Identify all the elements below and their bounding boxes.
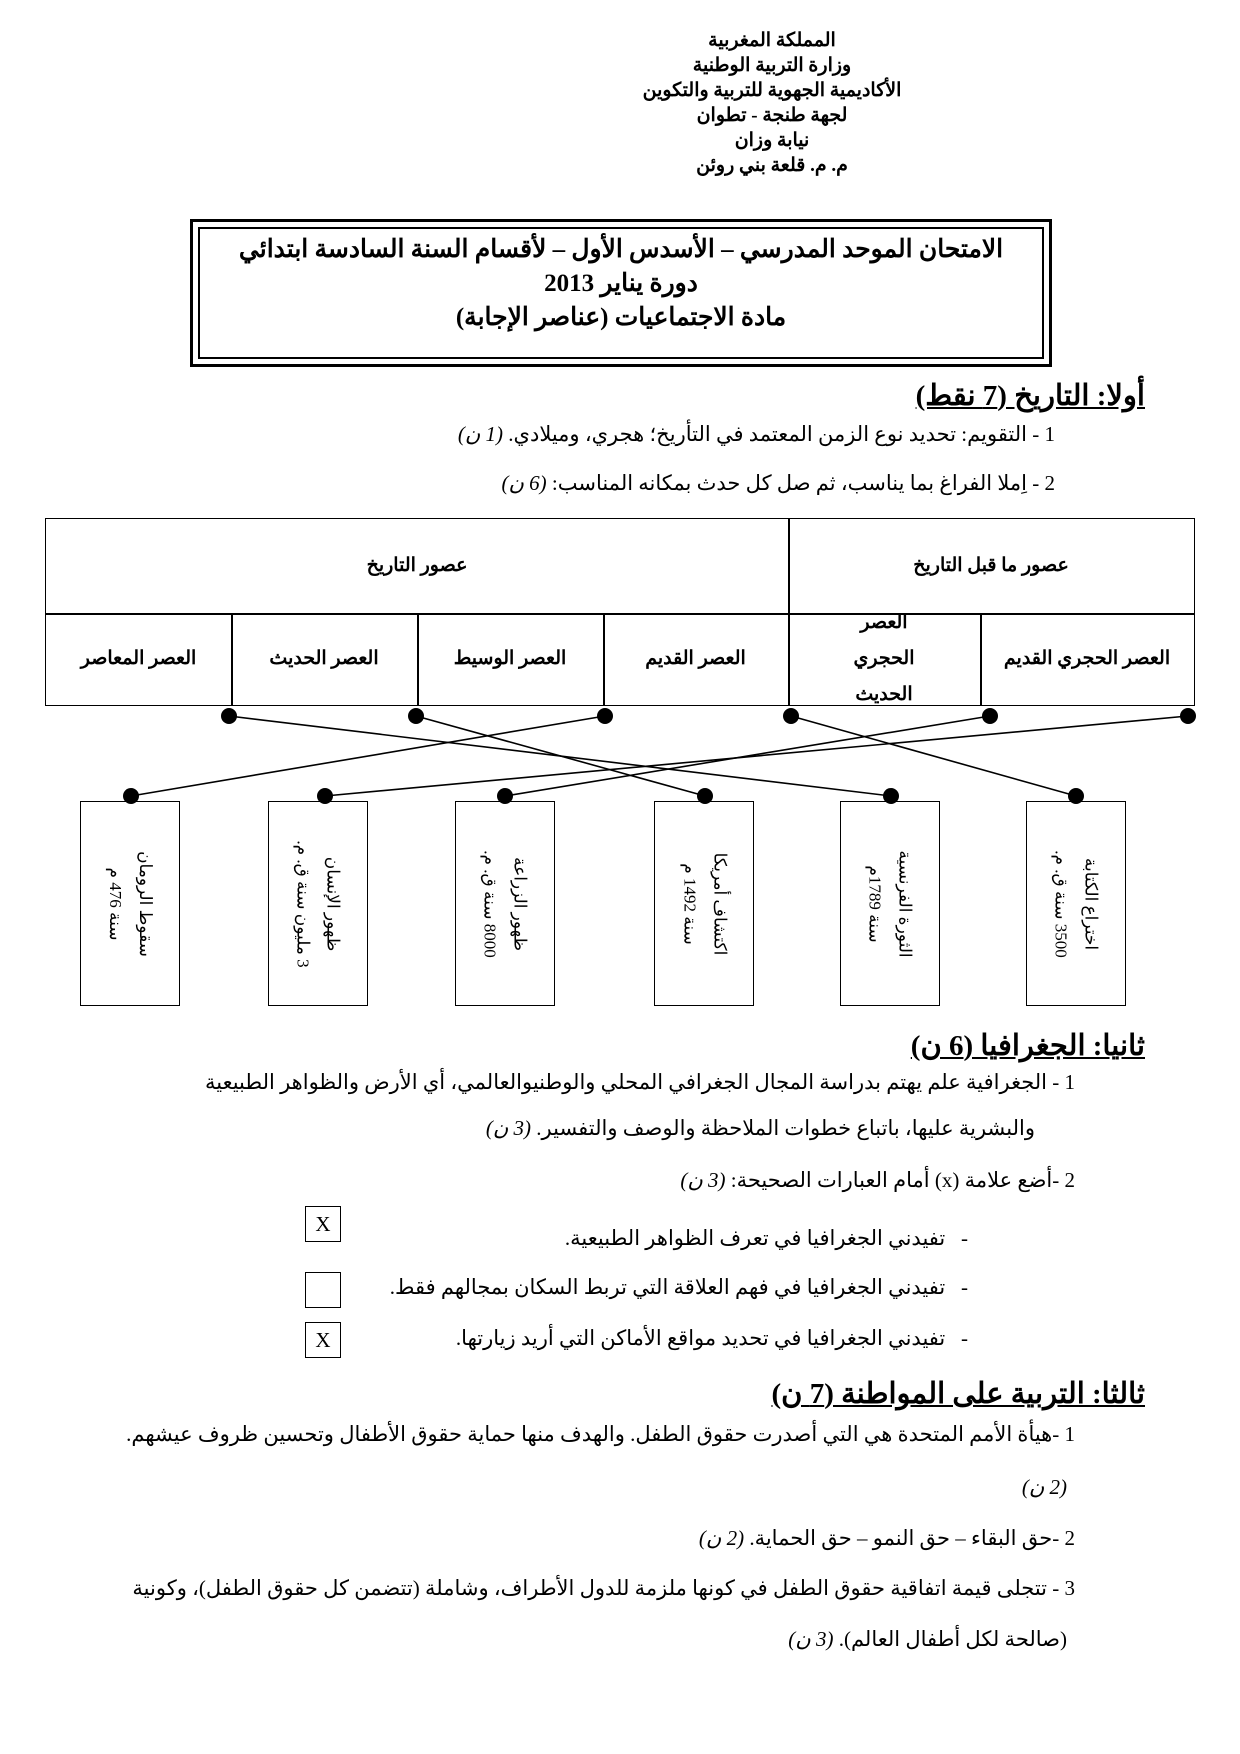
geography-q2-text: 2 -أضع علامة (x) أمام العبارات الصحيحة:: [730, 1168, 1075, 1192]
history-q2-text: 2 - اِملا الفراغ بما يناسب، ثم صل كل حدث بمكانه المناسب:: [551, 471, 1055, 495]
exam-title-line3: مادة الاجتماعيات (عناصر الإجابة): [455, 304, 787, 331]
exam-title-line1: الامتحان الموحد المدرسي – الأسدس الأول – لأقسام السنة السادسة ابتدائي: [238, 236, 1004, 263]
history-q1-points: (1 ن): [457, 422, 504, 446]
dot-era-contemporary: [221, 708, 237, 724]
event-rome-date: سنة 476 م: [106, 866, 125, 941]
statement-3-bullet: -: [961, 1326, 968, 1350]
citizenship-q3-points: (3 ن): [788, 1627, 834, 1651]
event-box-america: [654, 801, 754, 1006]
statement-1-bullet: -: [961, 1226, 968, 1250]
statement-2-checkbox[interactable]: [305, 1272, 341, 1308]
group-history: عصور التاريخ: [366, 555, 468, 576]
citizenship-q2-points: (2 ن): [698, 1526, 745, 1550]
header-academy: الأكاديمية الجهوية للتربية والتكوين: [642, 80, 902, 101]
header-kingdom: المملكة المغربية: [708, 30, 836, 51]
statement-1: [565, 1226, 968, 1251]
header-directorate: نيابة وزان: [734, 130, 810, 151]
dot-era-medieval: [597, 708, 613, 724]
header-region: لجهة طنجة - تطوان: [696, 105, 848, 126]
event-america-date: سنة 1492 م: [680, 862, 699, 945]
statement-1-checkbox[interactable]: X: [305, 1206, 341, 1242]
statement-3-checkbox[interactable]: X: [305, 1322, 341, 1358]
history-q1-text: 1 - التقويم: تحديد نوع الزمن المعتمد في التأريخ؛ هجري، وميلادي.: [508, 422, 1055, 446]
event-box-agriculture: [455, 801, 555, 1006]
event-box-rome: [80, 801, 180, 1006]
geography-q1-line2: [486, 1116, 1035, 1141]
era-modern: العصر الحديث: [269, 648, 379, 669]
dot-era-modern: [408, 708, 424, 724]
statement-3-text: تفيدني الجغرافيا في تحديد مواقع الأماكن التي أريد زيارتها.: [455, 1326, 946, 1350]
event-writing-name: اختراع الكتابة: [1082, 857, 1101, 950]
link-contemporary-revolution: [229, 716, 891, 796]
statement-2-text: تفيدني الجغرافيا في فهم العلاقة التي تربط السكان بمجالهم فقط.: [389, 1275, 946, 1299]
dot-era-paleolithic: [1180, 708, 1196, 724]
history-section-title: أولا: التاريخ (7 نقط): [915, 380, 1145, 412]
event-human-date: 3 مليون سنة ق. م.: [294, 839, 313, 968]
era-paleolithic: العصر الحجري القديم: [1003, 648, 1171, 669]
citizenship-q2: [699, 1526, 1075, 1551]
link-medieval-rome: [131, 716, 605, 796]
statement-2-bullet: -: [961, 1275, 968, 1299]
dot-era-ancient: [783, 708, 799, 724]
citizenship-q1-points: (2 ن): [1021, 1475, 1067, 1499]
era-medieval: العصر الوسيط: [453, 648, 567, 669]
era-neolithic: العصر الحجري الحديث: [853, 612, 915, 705]
geography-q2-points: (3 ن): [680, 1168, 726, 1192]
event-agriculture-date: 8000 سنة ق. م.: [481, 849, 500, 958]
statement-3: [456, 1326, 968, 1351]
citizenship-section-title: ثالثا: التربية على المواطنة (7 ن): [771, 1378, 1145, 1410]
link-ancient-writing: [791, 716, 1076, 796]
exam-title-line2: دورة يناير 2013: [544, 270, 698, 297]
group-prehistory: عصور ما قبل التاريخ: [913, 555, 1069, 576]
dot-era-neolithic: [982, 708, 998, 724]
event-box-human: [268, 801, 368, 1006]
statement-1-text: تفيدني الجغرافيا في تعرف الظواهر الطبيعية.: [564, 1226, 946, 1250]
event-america-name: اكتشاف أمريكا: [710, 852, 729, 955]
statement-2: [390, 1275, 968, 1300]
geography-q1-line1: 1 - الجغرافية علم يهتم بدراسة المجال الجغرافي المحلي والوطنيوالعالمي، أي الأرض والظواهر الطبيعية: [204, 1070, 1075, 1094]
geography-section-title: ثانيا: الجغرافيا (6 ن): [910, 1030, 1145, 1062]
citizenship-q3-line1: 3 - تتجلى قيمة اتفاقية حقوق الطفل في كونها ملزمة للدول الأطراف، وشاملة (تتضمن كل حقوق الطفل)، وكونية: [132, 1576, 1075, 1600]
header-school: م. م. قلعة بني روئن: [696, 155, 848, 176]
link-neolithic-agriculture: [505, 716, 990, 796]
event-revolution-date: سنة 1789م: [866, 864, 885, 943]
era-ancient: العصر القديم: [645, 648, 746, 669]
citizenship-q3-line2: [788, 1627, 1067, 1652]
link-paleolithic-human: [325, 716, 1188, 796]
era-contemporary: العصر المعاصر: [80, 648, 197, 669]
geography-q1-text: والبشرية عليها، باتباع خطوات الملاحظة والوصف والتفسير.: [536, 1116, 1035, 1140]
event-box-writing: [1026, 801, 1126, 1006]
geography-q2: [680, 1168, 1075, 1193]
geography-q1-points: (3 ن): [485, 1116, 532, 1140]
event-writing-date: 3500 سنة ق. م.: [1052, 849, 1071, 958]
citizenship-q3-text: (صالحة لكل أطفال العالم).: [838, 1627, 1067, 1651]
citizenship-q1-line1: 1 -هيأة الأمم المتحدة هي التي أصدرت حقوق الطفل. والهدف منها حماية حقوق الأطفال وتحسين ظروف عيشهم.: [126, 1422, 1075, 1446]
event-human-name: ظهور الإنسان: [324, 856, 343, 951]
event-box-revolution: [840, 801, 940, 1006]
citizenship-q2-text: 2 -حق البقاء – حق النمو – حق الحماية.: [749, 1526, 1075, 1550]
header-ministry: وزارة التربية الوطنية: [692, 55, 852, 76]
history-q2-points: (6 ن): [501, 471, 547, 495]
event-revolution-name: الثورة الفرنسية: [896, 849, 915, 958]
event-agriculture-name: ظهور الزراعة: [511, 856, 530, 951]
event-rome-name: سقوط الرومان: [136, 850, 155, 957]
